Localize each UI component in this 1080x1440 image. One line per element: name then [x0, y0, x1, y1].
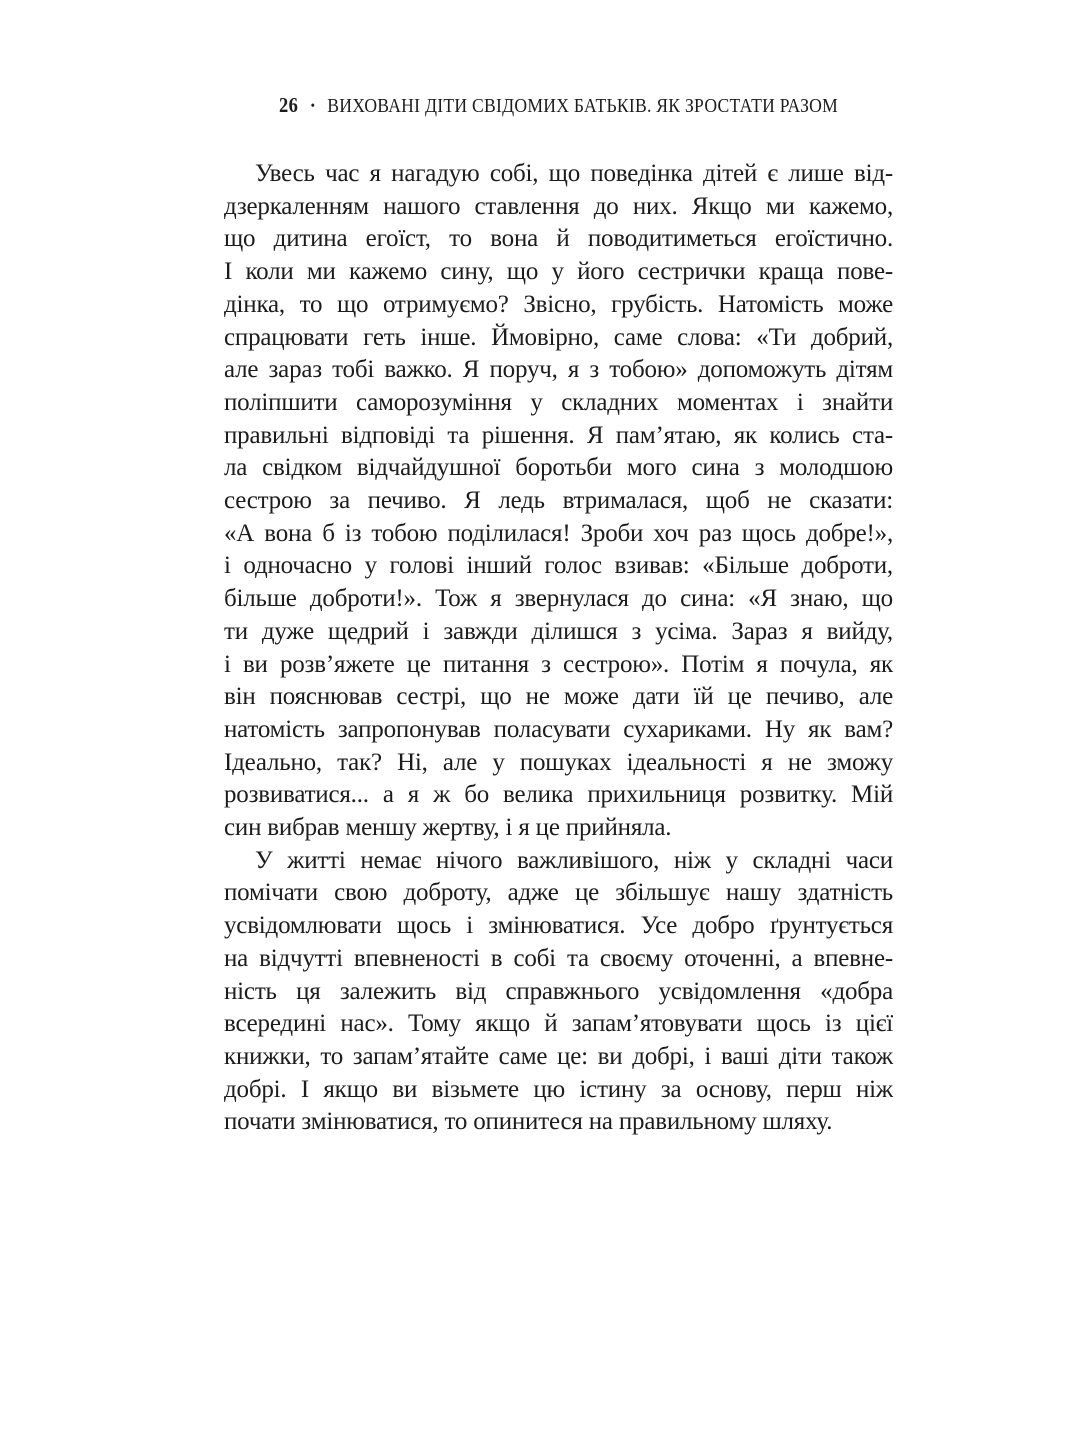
text-line: він пояснював сестрі, що не може дати їй це печиво, але [224, 683, 893, 711]
text-line: більше доброти!». Тож я звернулася до сина: «Я знаю, що [224, 585, 893, 613]
text-line: почати змінюватися, то опинитеся на правильному шляху. [224, 1108, 833, 1136]
text-line: добрі. І якщо ви візьмете цю істину за основу, перш ніж [224, 1075, 893, 1103]
text-line: натомість запропонував поласувати сухариками. Ну як вам? [224, 715, 893, 743]
text-line: ність ця залежить від справжнього усвідомлення «добра [224, 977, 893, 1005]
text-line: книжки, то запам’ятайте саме це: ви добрі, і ваші діти також [224, 1042, 893, 1070]
text-line: всередині нас». Тому якщо й запам’ятовувати щось із цієї [224, 1010, 893, 1038]
text-line: І коли ми кажемо сину, що у його сестрички краща пове- [224, 258, 893, 286]
text-line: що дитина егоїст, то вона й поводитиметься егоїстично. [224, 225, 893, 253]
text-line: і одночасно у голові інший голос взивав: «Більше доброти, [224, 552, 893, 580]
text-line: спрацювати геть інше. Ймовірно, саме слова: «Ти добрий, [224, 323, 893, 351]
text-line: дзеркаленням нашого ставлення до них. Якщо ми кажемо, [224, 192, 893, 220]
text-line: розвиватися... а я ж бо велика прихильниця розвитку. Мій [224, 781, 893, 809]
body-text [224, 158, 893, 1139]
text-line: але зараз тобі важко. Я поруч, я з тобою» допоможуть дітям [224, 356, 893, 384]
page-number: 26 [278, 93, 299, 117]
text-line: «А вона б із тобою поділилася! Зроби хоч раз щось добре!», [224, 519, 893, 547]
running-title: ВИХОВАНІ ДІТИ СВІДОМИХ БАТЬКІВ. ЯК ЗРОСТАТИ РАЗОМ [327, 95, 839, 117]
text-line: на відчутті впевненості в собі та своєму оточенні, а впевне- [224, 944, 893, 972]
text-line: помічати свою доброту, адже це збільшує нашу здатність [224, 879, 893, 907]
paragraph [224, 845, 893, 1139]
text-line: і ви розв’яжете це питання з сестрою». Потім я почула, як [224, 650, 893, 678]
text-line: поліпшити саморозуміння у складних моментах і знайти [224, 388, 893, 416]
text-line: усвідомлювати щось і змінюватися. Усе добро ґрунтується [224, 912, 893, 940]
paragraph [224, 158, 893, 845]
text-line: правильні відповіді та рішення. Я пам’ятаю, як колись ста- [224, 421, 893, 449]
text-line: сестрою за печиво. Я ледь втрималася, щоб не сказати: [224, 487, 893, 515]
text-line: Увесь час я нагадую собі, що поведінка дітей є лише від- [255, 160, 893, 187]
text-line: ти дуже щедрий і завжди ділишся з усіма. Зараз я вийду, [224, 617, 893, 645]
text-line: син вибрав меншу жертву, і я це прийняла. [224, 814, 672, 842]
text-line: ла свідком відчайдушної боротьби мого сина з молодшою [224, 454, 893, 482]
text-line: Ідеально, так? Ні, але у пошуках ідеальності я не зможу [224, 748, 893, 776]
text-line: У житті немає нічого важливішого, ніж у складні часи [255, 846, 893, 874]
header-bullet-icon: • [310, 99, 315, 114]
text-line: дінка, то що отримуємо? Звісно, грубість. Натомість може [224, 290, 893, 318]
running-header [264, 92, 853, 122]
